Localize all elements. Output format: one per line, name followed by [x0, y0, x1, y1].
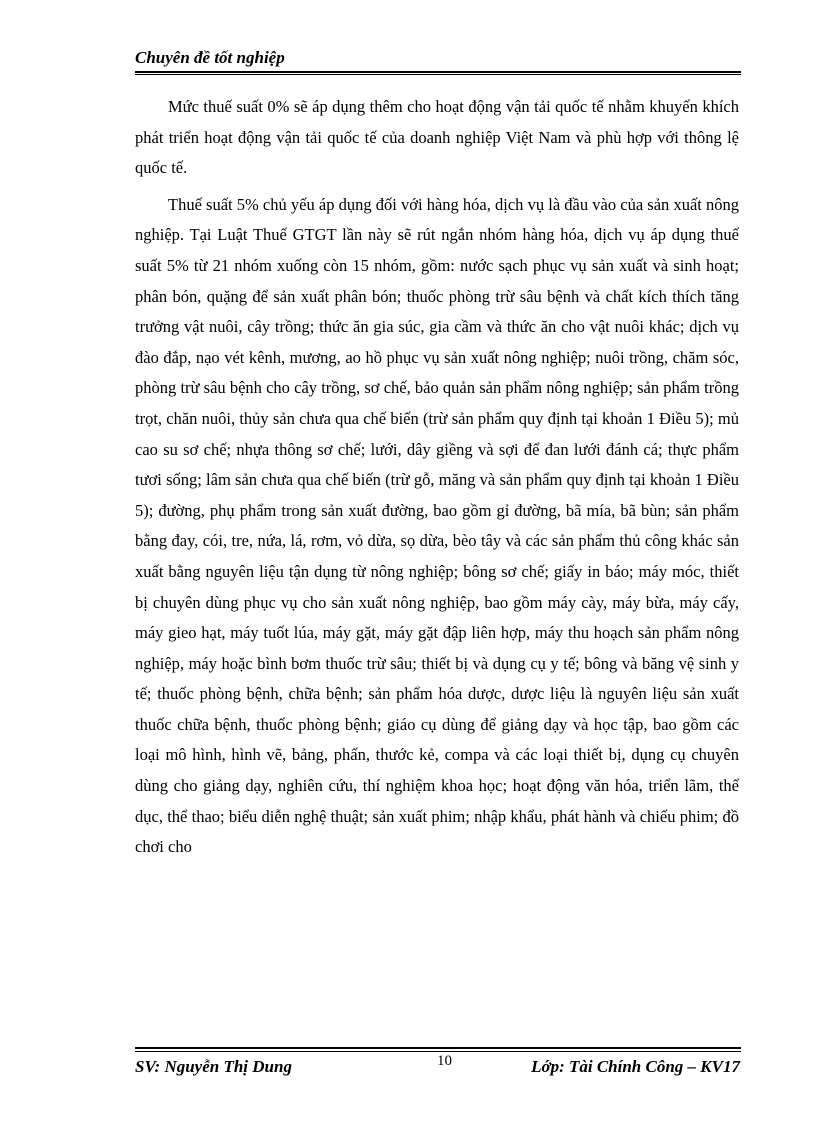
footer-class-label: Lớp: Tài Chính Công – KV17: [531, 1057, 740, 1076]
header-title: Chuyên đề tốt nghiệp: [135, 48, 285, 67]
page-number: 10: [437, 1053, 452, 1069]
paragraph-1: Mức thuế suất 0% sẽ áp dụng thêm cho hoạt động vận tải quốc tế nhằm khuyến khích phát triển hoạt động vận tải quốc tế của doanh nghiệp Việt Nam và phù hợp với thông lệ quốc tế.: [135, 97, 739, 178]
footer-rule: [135, 1047, 741, 1049]
footer-student-name: SV: Nguyễn Thị Dung: [135, 1057, 292, 1076]
footer-rule-thin: [135, 1051, 741, 1052]
header-rule-thin: [135, 74, 741, 75]
header-rule: [135, 71, 741, 73]
paragraph-2: Thuế suất 5% chủ yếu áp dụng đối với hàng hóa, dịch vụ là đầu vào của sản xuất nông nghiệp. Tại Luật Thuế GTGT lần này sẽ rút ngắn nhóm hàng hóa, dịch vụ áp dụng thuế suất 5% từ 21 nhóm xuống còn 15 nhóm, gồm: nước sạch phục vụ sản xuất và sinh hoạt; phân bón, quặng để sản xuất phân bón; thuốc phòng trừ sâu bệnh và chất kích thích tăng trưởng vật nuôi, cây trồng; thức ăn gia súc, gia cầm và thức ăn cho vật nuôi khác; dịch vụ đào đắp, nạo vét kênh, mương, ao hồ phục vụ sản xuất nông nghiệp; nuôi trồng, chăm sóc, phòng trừ sâu bệnh cho cây trồng, sơ chế, bảo quản sản phẩm nông nghiệp; sản phẩm trồng trọt, chăn nuôi, thủy sản chưa qua chế biến (trừ sản phẩm quy định tại khoản 1 Điều 5); mủ cao su sơ chế; nhựa thông sơ chế; lưới, dây giềng và sợi để đan lưới đánh cá; thực phẩm tươi sống; lâm sản chưa qua chế biến (trừ gỗ, măng và sản phẩm quy định tại khoản 1 Điều 5); đường, phụ phẩm trong sản xuất đường, bao gồm gỉ đường, bã mía, bã bùn; sản phẩm bằng đay, cói, tre, nứa, lá, rơm, vỏ dừa, sọ dừa, bèo tây và các sản phẩm thủ công khác sản xuất bằng nguyên liệu tận dụng từ nông nghiệp; bông sơ chế; giấy in báo; máy móc, thiết bị chuyên dùng phục vụ cho sản xuất nông nghiệp, bao gồm máy cày, máy bừa, máy cấy, máy gieo hạt, máy tuốt lúa, máy gặt, máy gặt đập liên hợp, máy thu hoạch sản phẩm nông nghiệp, máy hoặc bình bơm thuốc trừ sâu; thiết bị và dụng cụ y tế; bông và băng vệ sinh y tế; thuốc phòng bệnh, chữa bệnh; sản phẩm hóa dược, dược liệu là nguyên liệu sản xuất thuốc chữa bệnh, thuốc phòng bệnh; giáo cụ dùng để giảng dạy và học tập, bao gồm các loại mô hình, hình vẽ, bảng, phấn, thước kẻ, compa và các loại thiết bị, dụng cụ chuyên dùng cho giảng dạy, nghiên cứu, thí nghiệm khoa học; hoạt động văn hóa, triển lãm, thể dục, thể thao; biểu diễn nghệ thuật; sản xuất phim; nhập khẩu, phát hành và chiếu phim; đồ chơi cho: [135, 194, 739, 857]
body-text: [135, 92, 739, 869]
